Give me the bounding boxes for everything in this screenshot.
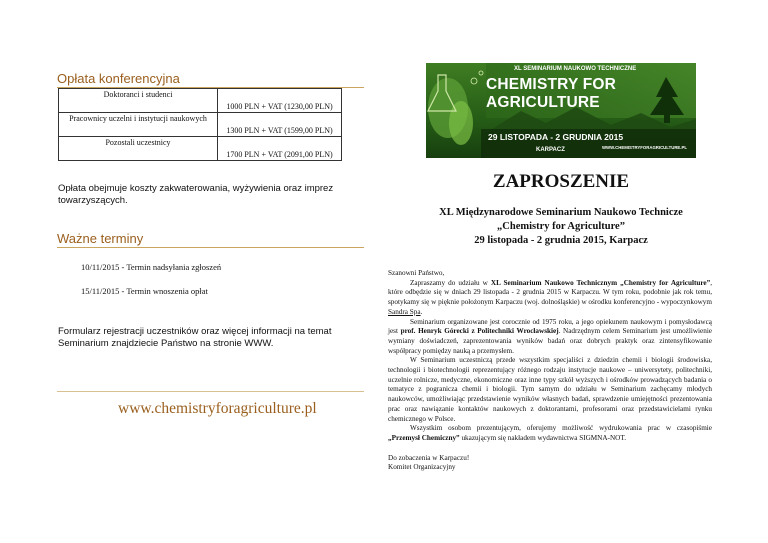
fee-category: Pracownicy uczelni i instytucji naukowych xyxy=(59,113,218,137)
letter-bold-text: prof. Henryk Górecki z Politechniki Wrocławskiej xyxy=(400,327,559,336)
letter-closing: Do zobaczenia w Karpaczu! xyxy=(388,453,470,462)
fees-note-line: towarzyszących. xyxy=(58,194,128,206)
banner-subtitle: XL SEMINARIUM NAUKOWO TECHNICZNE xyxy=(514,66,637,72)
fees-table xyxy=(58,88,342,161)
fees-title: Opłata konferencyjna xyxy=(57,71,180,86)
letter-paragraph xyxy=(388,279,712,318)
website-link[interactable]: www.chemistryforagriculture.pl xyxy=(118,400,317,417)
invitation-letter xyxy=(388,269,712,473)
letter-paragraph: W Seminarium uczestniczą przede wszystkim specjaliści z dziedzin chemii i biologii środowiska, technologii i biotechnologii reprezentujący różnego rodzaju instytucje naukowe – uniwersytety, politechniki, uczelnie rolnicze, medyczne, ekonomiczne oraz inne typy szkół wyższych i ośrodków prowadzących badania o tematyce z pogranicza chemii i biologii. Tym samym do udziału w Seminarium zachęcamy młodych naukowców, umożliwiając przedstawienie wyników własnych badań, sprawdzenie umiejętności prezentowania prac oraz nawiązanie kontaktów naukowych z doktorantami, profesorami oraz przedstawicielami rynku chemicznego w Polsce. xyxy=(388,356,712,423)
table-row xyxy=(59,113,342,137)
letter-paragraph xyxy=(388,318,712,357)
letter-signature: Komitet Organizacyjny xyxy=(388,463,456,472)
banner-url: WWW.CHEMISTRYFORAGRICULTURE.PL xyxy=(602,145,687,150)
fees-note xyxy=(58,183,358,206)
registration-info xyxy=(58,326,358,349)
venue-name: Sandra Spa xyxy=(388,307,421,316)
registration-info-line: Seminarium znajdziecie Państwo na stronie WWW. xyxy=(58,337,274,349)
deadlines-title-rule xyxy=(57,247,364,248)
banner-place: KARPACZ xyxy=(536,147,565,153)
invitation-line: XL Międzynarodowe Seminarium Naukowo Technicze xyxy=(439,207,683,218)
table-row xyxy=(59,89,342,113)
invitation-title: ZAPROSZENIE xyxy=(492,171,630,192)
fee-price: 1700 PLN + VAT (2091,00 PLN) xyxy=(218,137,342,161)
banner-title: CHEMISTRY FOR AGRICULTURE xyxy=(486,76,617,111)
letter-bold-text: „Przemysł Chemiczny” xyxy=(388,433,460,442)
letter-paragraph xyxy=(388,424,712,443)
letter-text: Seminarium organizowane jest corocznie od 1975 roku, a jego opiekunem naukowym i pomysłodawcą jest xyxy=(388,317,712,336)
letter-text: . xyxy=(420,307,423,316)
fee-price: 1000 PLN + VAT (1230,00 PLN) xyxy=(218,89,342,113)
invitation-line: 29 listopada - 2 grudnia 2015, Karpacz xyxy=(474,235,648,246)
seminar-banner xyxy=(426,63,696,158)
deadlines-title: Ważne terminy xyxy=(57,231,144,246)
invitation-line: „Chemistry for Agriculture” xyxy=(497,221,625,232)
fee-category: Doktoranci i studenci xyxy=(59,89,218,113)
letter-text: . Nadrzędnym celem Seminarium jest umożliwienie wymiany doświadczeń, zaprezentowania wyników badań oraz dobrych praktyk oraz zintensyfikowanie współpracy pomiędzy nauką a przemysłem. xyxy=(388,327,713,355)
deadline-item: 10/11/2015 - Termin nadsyłania zgłoszeń xyxy=(81,262,222,272)
fee-category: Pozostali uczestnicy xyxy=(59,137,218,161)
letter-spacer xyxy=(388,444,712,454)
letter-text: , które odbędzie się w dniach 29 listopada - 2 grudnia 2015 w Karpaczu. W tym roku, podobnie jak rok temu, spotykamy się w pięknie położonym Karpaczu (woj. dolnośląskie) w ośrodku konferencyjno - wypoczynkowym xyxy=(388,278,713,307)
letter-text: Wszystkim osobom prezentującym, oferujemy możliwość wydrukowania prac w czasopiśmie xyxy=(410,424,712,433)
website-rule xyxy=(57,391,364,392)
fees-note-line: Opłata obejmuje koszty zakwaterowania, wyżywienia oraz imprez xyxy=(58,183,334,194)
table-row xyxy=(59,137,342,161)
letter-text: ukazującym się nakładem wydawnictwa SIGMNA-NOT. xyxy=(459,433,626,442)
deadline-item: 15/11/2015 - Termin wnoszenia opłat xyxy=(81,286,208,296)
letter-salutation: Szanowni Państwo, xyxy=(388,269,445,277)
banner-dates: 29 LISTOPADA - 2 GRUDNIA 2015 xyxy=(488,132,624,142)
registration-info-line: Formularz rejestracji uczestników oraz więcej informacji na temat xyxy=(58,326,332,337)
fee-price: 1300 PLN + VAT (1599,00 PLN) xyxy=(218,113,342,137)
letter-text: Zapraszamy do udziału w xyxy=(410,278,491,287)
letter-bold-text: XL Seminarium Naukowo Technicznym „Chemistry for Agriculture” xyxy=(490,278,711,287)
